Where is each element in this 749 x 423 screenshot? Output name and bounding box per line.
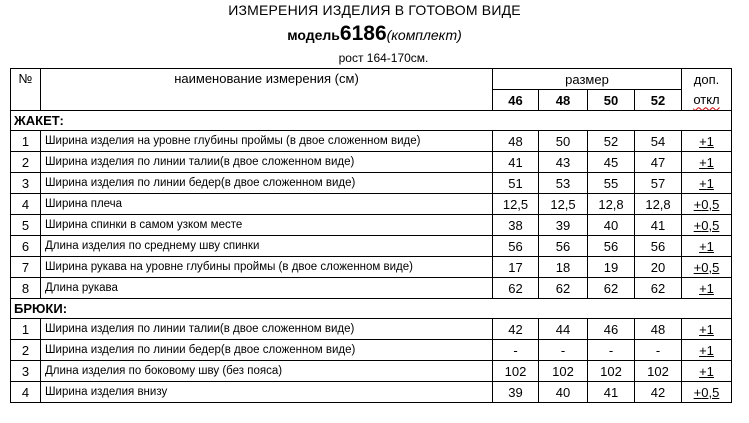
size-column-header: 50	[588, 90, 635, 111]
measurement-value: -	[588, 340, 635, 361]
row-number: 1	[11, 131, 41, 152]
measurement-value: 40	[539, 382, 588, 403]
tolerance-cell	[682, 194, 732, 215]
measurement-value: -	[635, 340, 682, 361]
row-number: 3	[11, 361, 41, 382]
measurement-name: Длина изделия по боковому шву (без пояса)	[41, 361, 493, 382]
row-number: 4	[11, 382, 41, 403]
measurement-value: 42	[493, 319, 539, 340]
measurement-name: Длина рукава	[41, 278, 493, 299]
measurement-value: 52	[588, 131, 635, 152]
row-number: 7	[11, 257, 41, 278]
tolerance-sign: +	[699, 363, 707, 379]
measurement-value: 102	[635, 361, 682, 382]
tolerance-sign: +	[693, 217, 702, 233]
measurement-value: 102	[493, 361, 539, 382]
measurement-value: 62	[588, 278, 635, 299]
measurement-name: Ширина изделия на уровне глубины проймы (в двое сложенном виде)	[41, 131, 493, 152]
tolerance-value: 1	[706, 133, 714, 149]
measurement-value: 62	[635, 278, 682, 299]
tolerance-cell	[682, 236, 732, 257]
row-number: 5	[11, 215, 41, 236]
tolerance-sign: +	[699, 280, 707, 296]
measurement-value: 41	[635, 215, 682, 236]
document-title: ИЗМЕРЕНИЯ ИЗДЕЛИЯ В ГОТОВОМ ВИДЕ	[228, 2, 521, 18]
row-number: 4	[11, 194, 41, 215]
model-line	[0, 22, 749, 46]
section-row	[11, 111, 732, 131]
table-row	[11, 173, 732, 194]
measurement-value: 45	[588, 152, 635, 173]
measurement-value: 46	[588, 319, 635, 340]
header-tolerance-text: откл	[693, 92, 720, 108]
size-column-header: 46	[493, 90, 539, 111]
measurement-value: 41	[588, 382, 635, 403]
measurement-value: 56	[493, 236, 539, 257]
tolerance-value: 0,5	[701, 196, 720, 212]
measurement-value: -	[539, 340, 588, 361]
measurement-value: 48	[635, 319, 682, 340]
row-number: 3	[11, 173, 41, 194]
size-column-header: 52	[635, 90, 682, 111]
row-number: 1	[11, 319, 41, 340]
tolerance-cell	[682, 131, 732, 152]
measurement-name: Ширина плеча	[41, 194, 493, 215]
measurement-name: Ширина изделия внизу	[41, 382, 493, 403]
tolerance-value: 0,5	[701, 217, 720, 233]
height-note: рост 164-170см.	[338, 51, 429, 65]
measurement-value: 56	[588, 236, 635, 257]
tolerance-sign: +	[699, 154, 707, 170]
measurement-value: 48	[493, 131, 539, 152]
row-number: 6	[11, 236, 41, 257]
tolerance-value: 1	[706, 363, 714, 379]
tolerance-value: 1	[706, 321, 714, 337]
tolerance-sign: +	[693, 196, 702, 212]
table-row	[11, 382, 732, 403]
measurement-value: 50	[539, 131, 588, 152]
table-row	[11, 361, 732, 382]
table-row	[11, 257, 732, 278]
measurement-value: 51	[493, 173, 539, 194]
row-number: 8	[11, 278, 41, 299]
measurement-value: -	[493, 340, 539, 361]
table-row	[11, 236, 732, 257]
measurement-value: 62	[539, 278, 588, 299]
measurement-value: 62	[493, 278, 539, 299]
measurement-value: 39	[493, 382, 539, 403]
section-row	[11, 299, 732, 319]
measurement-value: 12,8	[635, 194, 682, 215]
model-prefix: модель	[287, 27, 340, 43]
tolerance-value: 0,5	[701, 259, 720, 275]
tolerance-cell	[682, 257, 732, 278]
tolerance-value: 1	[706, 154, 714, 170]
measurement-value: 18	[539, 257, 588, 278]
tolerance-sign: +	[699, 238, 707, 254]
measurement-value: 17	[493, 257, 539, 278]
measurement-value: 42	[635, 382, 682, 403]
measurement-value: 102	[588, 361, 635, 382]
table-row	[11, 131, 732, 152]
measurement-value: 56	[539, 236, 588, 257]
measurement-name: Ширина рукава на уровне глубины проймы (в двое сложенном виде)	[41, 257, 493, 278]
table-row	[11, 152, 732, 173]
tolerance-cell	[682, 173, 732, 194]
measurement-value: 12,8	[588, 194, 635, 215]
measurement-value: 12,5	[539, 194, 588, 215]
section-title: ЖАКЕТ:	[11, 111, 732, 131]
tolerance-cell	[682, 382, 732, 403]
table-row	[11, 319, 732, 340]
row-number: 2	[11, 340, 41, 361]
tolerance-value: 1	[706, 280, 714, 296]
header-row-top	[11, 69, 732, 90]
tolerance-cell	[682, 278, 732, 299]
measurement-value: 54	[635, 131, 682, 152]
measurement-value: 53	[539, 173, 588, 194]
tolerance-value: 0,5	[701, 384, 720, 400]
tolerance-cell	[682, 152, 732, 173]
tolerance-sign: +	[693, 259, 702, 275]
measurement-value: 40	[588, 215, 635, 236]
measurement-name: Ширина изделия по линии бедер(в двое сложенном виде)	[41, 173, 493, 194]
measurements-table-body	[11, 69, 732, 403]
table-row	[11, 278, 732, 299]
measurement-value: 43	[539, 152, 588, 173]
row-number: 2	[11, 152, 41, 173]
tolerance-value: 1	[706, 238, 714, 254]
measurement-name: Ширина спинки в самом узком месте	[41, 215, 493, 236]
measurement-value: 102	[539, 361, 588, 382]
header-name: наименование измерения (см)	[41, 69, 493, 111]
measurement-value: 56	[635, 236, 682, 257]
model-kit-label: (комплект)	[386, 27, 462, 43]
tolerance-cell	[682, 319, 732, 340]
measurement-value: 55	[588, 173, 635, 194]
size-column-header: 48	[539, 90, 588, 111]
measurement-name: Ширина изделия по линии талии(в двое сложенном виде)	[41, 319, 493, 340]
header-num: №	[11, 69, 41, 111]
measurement-value: 41	[493, 152, 539, 173]
measurement-value: 20	[635, 257, 682, 278]
measurement-name: Длина изделия по среднему шву спинки	[41, 236, 493, 257]
tolerance-cell	[682, 215, 732, 236]
measurement-value: 39	[539, 215, 588, 236]
table-row	[11, 215, 732, 236]
measurement-value: 38	[493, 215, 539, 236]
measurement-value: 12,5	[493, 194, 539, 215]
header-tolerance-line1: доп.	[682, 69, 732, 90]
table-row	[11, 194, 732, 215]
section-title: БРЮКИ:	[11, 299, 732, 319]
header-size: размер	[493, 69, 682, 90]
tolerance-sign: +	[699, 133, 707, 149]
measurement-name: Ширина изделия по линии бедер(в двое сложенном виде)	[41, 340, 493, 361]
measurement-value: 44	[539, 319, 588, 340]
table-row	[11, 340, 732, 361]
tolerance-sign: +	[699, 321, 707, 337]
measurement-value: 19	[588, 257, 635, 278]
header-tolerance-line2	[682, 90, 732, 111]
tolerance-sign: +	[699, 342, 707, 358]
measurement-name: Ширина изделия по линии талии(в двое сложенном виде)	[41, 152, 493, 173]
tolerance-sign: +	[693, 384, 702, 400]
model-number: 6186	[339, 22, 387, 45]
tolerance-value: 1	[706, 342, 714, 358]
tolerance-cell	[682, 361, 732, 382]
measurement-value: 47	[635, 152, 682, 173]
tolerance-sign: +	[699, 175, 707, 191]
measurements-table	[10, 68, 732, 403]
measurement-value: 57	[635, 173, 682, 194]
tolerance-value: 1	[706, 175, 714, 191]
tolerance-cell	[682, 340, 732, 361]
